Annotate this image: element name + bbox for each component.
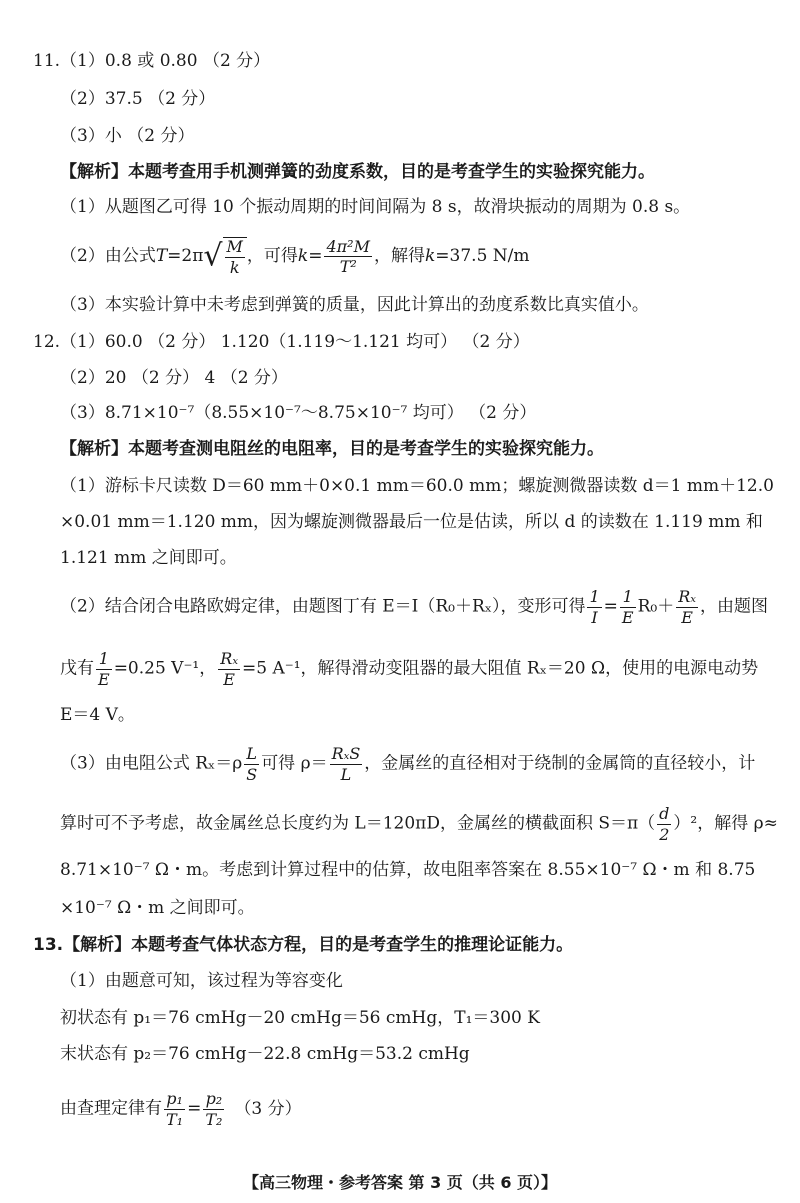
q12-explain-1a: （1）游标卡尺读数 D＝60 mm＋0×0.1 mm＝60.0 mm；螺旋测微器读数 d＝1 mm＋12.0	[60, 476, 774, 496]
sqrt-expression: √ $\frac{M}{k}$	[203, 237, 247, 276]
q12-explain-1b: ×0.01 mm＝1.120 mm，因为螺旋测微器最后一位是估读，所以 d 的读数在 1.119 mm 和	[60, 512, 763, 532]
q11-explain-2: （2）由公式T=2π√ $\frac{M}{k}$ ，可得k= $\frac{\text{4π²M}}{\text{T²}}$ ，解得k=37.5 N/m	[60, 236, 530, 277]
q12-explain-2c: E＝4 V。	[60, 705, 135, 725]
q13-explain-3: 末状态有 p₂＝76 cmHg－22.8 cmHg＝53.2 cmHg	[60, 1044, 470, 1064]
q12-explain-1c: 1.121 mm 之间即可。	[60, 548, 237, 568]
page-footer: 【高三物理・参考答案 第 3 页（共 6 页）】	[242, 1173, 558, 1192]
q13-analysis-heading: 13.【解析】本题考查气体状态方程，目的是考查学生的推理论证能力。	[33, 935, 574, 955]
q11-explain-1: （1）从题图乙可得 10 个振动周期的时间间隔为 8 s，故滑块振动的周期为 0.8 s。	[60, 197, 691, 217]
q11-answer-2: （2）37.5 （2 分）	[60, 89, 216, 109]
q11-analysis-heading: 【解析】本题考查用手机测弹簧的劲度系数，目的是考查学生的实验探究能力。	[60, 162, 655, 182]
q11-explain-3: （3）本实验计算中未考虑到弹簧的质量，因此计算出的劲度系数比真实值小。	[60, 295, 649, 315]
q13-explain-1: （1）由题意可知，该过程为等容变化	[60, 971, 343, 991]
q11-answer-3: （3）小 （2 分）	[60, 126, 195, 146]
q12-answer-1: 12.（1）60.0 （2 分） 1.120（1.119～1.121 均可） （2 分）	[33, 332, 530, 352]
q13-explain-4: 由查理定律有 $\frac{\text{p₁}}{\text{T₁}}$ = $\frac{\text{p₂}}{\text{T₂}}$ （3 分）	[60, 1089, 302, 1129]
q12-answer-2: （2）20 （2 分） 4 （2 分）	[60, 368, 288, 388]
q12-answer-3: （3）8.71×10⁻⁷（8.55×10⁻⁷～8.75×10⁻⁷ 均可） （2 分）	[60, 403, 537, 423]
q12-explain-3a: （3）由电阻公式 Rₓ＝ρ $\frac{L}{S}$ 可得 ρ＝ $\frac{\text{RₓS}}{L}$ ，金属丝的直径相对于绕制的金属筒的直径较小，计	[60, 744, 756, 784]
q12-explain-3c: 8.71×10⁻⁷ Ω・m。考虑到计算过程中的估算，故电阻率答案在 8.55×10⁻⁷ Ω・m 和 8.75	[60, 860, 756, 880]
q12-explain-2b: 戊有 $\frac{1}{E}$ =0.25 V⁻¹， $\frac{\text{Rₓ}}{E}$ =5 A⁻¹，解得滑动变阻器的最大阻值 Rₓ＝20 Ω，使用的电源电动势	[60, 649, 759, 689]
q11-answer-1: 11.（1）0.8 或 0.80 （2 分）	[33, 51, 271, 71]
q12-explain-3d: ×10⁻⁷ Ω・m 之间即可。	[60, 898, 255, 918]
q13-explain-2: 初状态有 p₁＝76 cmHg－20 cmHg＝56 cmHg，T₁＝300 K	[60, 1008, 540, 1028]
q12-explain-2a: （2）结合闭合电路欧姆定律，由题图丁有 E＝I（R₀＋Rₓ），变形可得 $\frac{1}{I}$ = $\frac{1}{E}$ R₀＋ $\frac{\text{Rₓ}}{E}$ ，由题图	[60, 587, 768, 627]
q12-explain-3b: 算时可不予考虑，故金属丝总长度约为 L＝120πD，金属丝的横截面积 S＝π（ $\frac{d}{2}$ ）²，解得 ρ≈	[60, 804, 778, 844]
q12-analysis-heading: 【解析】本题考查测电阻丝的电阻率，目的是考查学生的实验探究能力。	[60, 439, 604, 459]
